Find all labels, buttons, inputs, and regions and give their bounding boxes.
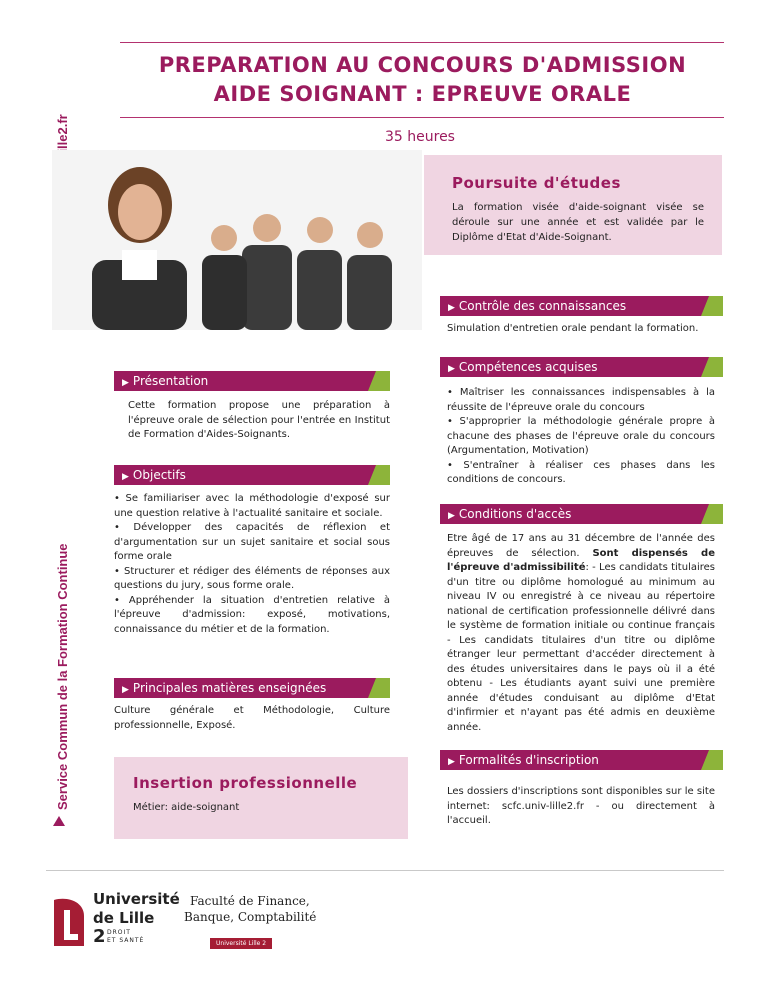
- presentation-title: Présentation: [132, 374, 209, 388]
- poursuite-title: Poursuite d'études: [452, 174, 621, 192]
- controle-accent: [701, 296, 723, 316]
- universite-number: 2: [93, 926, 106, 947]
- competences-text: [447, 386, 715, 488]
- triangle-right-icon: ▶: [448, 511, 455, 521]
- faculte-finance-logo: [180, 890, 317, 960]
- competences-item: • Maîtriser les connaissances indispensables à la réussite de l'épreuve orale du concours: [447, 387, 715, 413]
- conditions-header: [440, 504, 704, 524]
- conditions-accent: [701, 504, 723, 524]
- insertion-title: Insertion professionnelle: [133, 774, 358, 792]
- triangle-right-icon: ▶: [448, 303, 455, 313]
- poursuite-text: La formation visée d'aide-soignant visée se déroule sur une année et est validée par le Diplôme d'Etat d'Aide-Soignant.: [452, 202, 704, 243]
- matieres-title: Principales matières enseignées: [132, 681, 327, 695]
- objectifs-header: [114, 465, 370, 485]
- triangle-right-icon: ▶: [448, 757, 455, 767]
- matieres-accent: [368, 678, 390, 698]
- competences-accent: [701, 357, 723, 377]
- formalites-text: Les dossiers d'inscriptions sont disponibles sur le site internet: scfc.univ-lille2.fr - ou directement à l'accueil.: [447, 786, 715, 826]
- triangle-right-icon: ▶: [122, 378, 129, 388]
- page-title-line2: AIDE SOIGNANT : EPREUVE ORALE: [213, 82, 632, 106]
- conditions-text: [447, 532, 715, 735]
- triangle-right-icon: ▶: [122, 472, 129, 482]
- matieres-text: Culture générale et Méthodologie, Culture professionnelle, Exposé.: [114, 705, 390, 731]
- matieres-header: [114, 678, 370, 698]
- top-rule: [120, 42, 724, 43]
- formalites-accent: [701, 750, 723, 770]
- team-photo: [52, 150, 422, 330]
- objectifs-item: • Développer des capacités de réflexion et d'argumentation sur un sujet sanitaire et social sous forme orale: [114, 522, 390, 562]
- conditions-details: : - Les candidats titulaires d'un titre ou diplôme homologué au minimum au niveau IV ou enregistré à ce niveau au répertoire national de certification professionnelle délivré dans le système de formation initiale ou continue français - Les candidats titulaires d'un titre ou diplôme étranger leur permettant d'accéder directement à des études universitaires dans le pays où il a été obtenu - Les étudiants ayant suivi une première année d'études conduisant au diplôme d'Etat d'infirmier et n'ayant pas été admis en deuxième année.: [447, 562, 716, 733]
- universite-sub2: ET SANTÉ: [107, 937, 145, 944]
- presentation-header: [114, 371, 370, 391]
- objectifs-item: • Structurer et rédiger des éléments de réponses aux questions du jury, sous forme orale.: [114, 565, 390, 591]
- triangle-right-icon: ▶: [122, 685, 129, 695]
- objectifs-text: [114, 492, 390, 637]
- course-hours: 35 heures: [385, 129, 455, 145]
- team-photo-illustration: [52, 150, 422, 330]
- universite-line1: Université: [93, 890, 180, 908]
- objectifs-accent: [368, 465, 390, 485]
- formalites-title: Formalités d'inscription: [458, 753, 599, 767]
- universite-sub1: DROIT: [107, 929, 131, 936]
- controle-header: [440, 296, 704, 316]
- controle-title: Contrôle des connaissances: [458, 299, 627, 313]
- faculte-line2: Banque, Comptabilité: [184, 910, 317, 924]
- page-title-line1: PREPARATION AU CONCOURS D'ADMISSION: [158, 53, 687, 77]
- triangle-up-icon: [53, 816, 65, 826]
- controle-text: Simulation d'entretien orale pendant la formation.: [447, 323, 699, 334]
- universite-lille-logo: [48, 888, 178, 958]
- sidebar: [0, 0, 50, 840]
- competences-header: [440, 357, 704, 377]
- insertion-text: Métier: aide-soignant: [133, 802, 240, 813]
- sidebar-service-name: Service Commun de la Formation Continue: [55, 543, 70, 810]
- objectifs-title: Objectifs: [132, 468, 186, 482]
- footer-rule: [46, 870, 724, 871]
- conditions-title: Conditions d'accès: [458, 507, 572, 521]
- formalites-header: [440, 750, 704, 770]
- objectifs-item: • Se familiariser avec la méthodologie d'exposé sur une question relative à l'actualité sanitaire et sociale.: [114, 493, 390, 519]
- competences-item: • S'approprier la méthodologie générale propre à chacune des phases de l'épreuve orale du concours (Argumentation, Motivation): [447, 416, 715, 456]
- objectifs-item: • Appréhender la situation d'entretien relative à l'épreuve d'admission: exposé, motivations, connaissance du métier et de la formation.: [114, 594, 390, 635]
- title-rule: [120, 117, 724, 118]
- insertion-box: [114, 757, 408, 839]
- presentation-text: Cette formation propose une préparation à l'épreuve orale de sélection pour l'entrée en Institut de Formation d'Aides-Soignants.: [128, 400, 390, 440]
- triangle-right-icon: ▶: [448, 364, 455, 374]
- presentation-accent: [368, 371, 390, 391]
- competences-title: Compétences acquises: [458, 360, 598, 374]
- universite-line2: de Lille: [93, 909, 155, 927]
- conditions-intro: Etre âgé de 17 ans au 31 décembre de l'année des épreuves de sélection.: [447, 533, 715, 559]
- conditions-dispense: Sont dispensés de l'épreuve d'admissibilité: [447, 547, 715, 573]
- faculte-line1: Faculté de Finance,: [190, 894, 310, 908]
- competences-item: • S'entraîner à réaliser ces phases dans les conditions de concours.: [447, 459, 715, 485]
- universite-lille-emblem: [48, 896, 90, 950]
- faculte-badge: Université Lille 2: [210, 938, 272, 949]
